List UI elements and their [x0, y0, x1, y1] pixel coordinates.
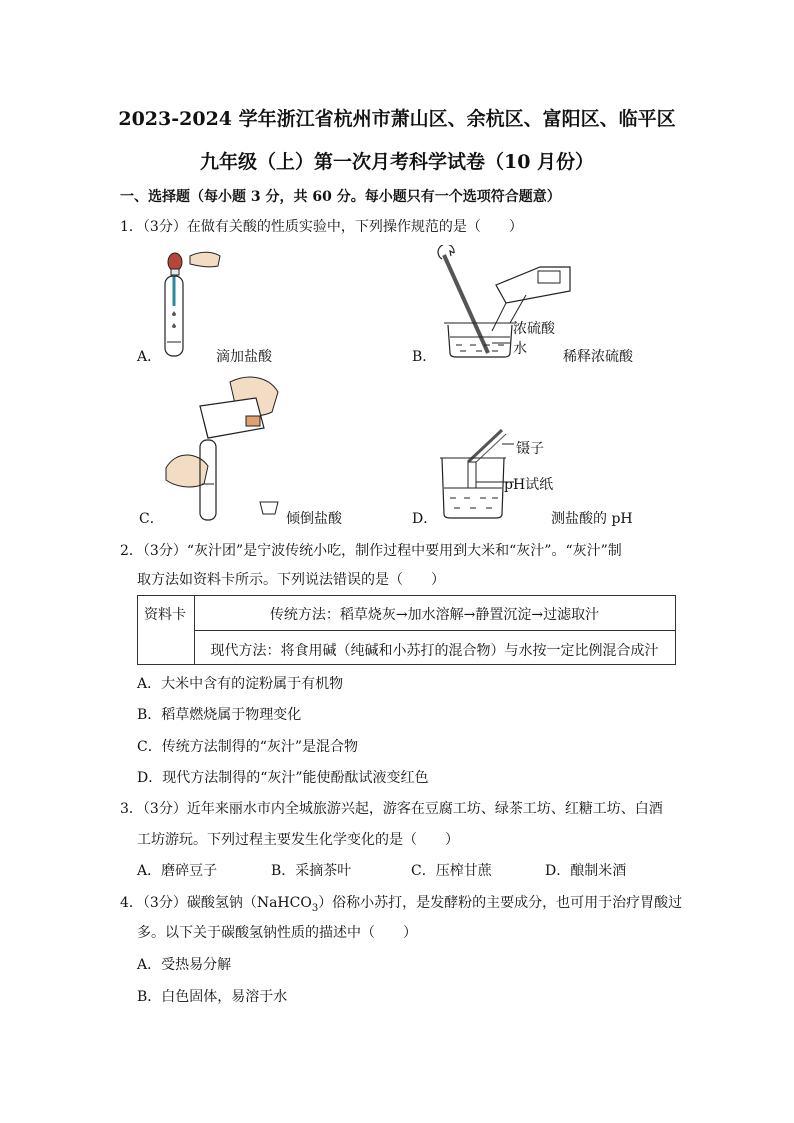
q3-option-a: A．磨碎豆子 — [137, 863, 218, 879]
q3-option-c: C．压榨甘蔗 — [411, 863, 492, 879]
question-2-stem-line1: 2．（3分）“灰汁团”是宁波传统小吃，制作过程中要用到大米和“灰汁”。“灰汁”制 — [120, 543, 622, 559]
pouring-illustration — [160, 372, 290, 522]
q2-option-a: A．大米中含有的淀粉属于有机物 — [137, 676, 344, 692]
q4-stem-post: ）俗称小苏打，是发酵粉的主要成分，也可用于治疗胃酸过 — [318, 895, 683, 911]
q4-formula-subscript: 3 — [311, 902, 319, 914]
q4-option-b: B．白色固体，易溶于水 — [137, 989, 288, 1005]
q1-option-b-caption: 稀释浓硫酸 — [563, 349, 633, 365]
dropper-illustration — [150, 246, 230, 358]
q2-option-b: B．稻草燃烧属于物理变化 — [137, 707, 302, 723]
label-ph-paper: pH试纸 — [504, 477, 554, 493]
question-4-stem-line1 — [120, 892, 682, 914]
label-water: 水 — [513, 341, 527, 357]
q1-option-b-letter: B． — [412, 349, 437, 365]
label-concentrated-sulfuric-acid: 浓硫酸 — [513, 321, 555, 337]
section-header: 一、选择题（每小题 3 分，共 60 分。每小题只有一个选项符合题意） — [120, 189, 561, 205]
question-4-stem-line2: 多。以下关于碳酸氢钠性质的描述中（ ） — [137, 925, 417, 941]
info-card-table — [137, 595, 676, 665]
question-3-stem-line1: 3．（3分）近年来丽水市内全城旅游兴起，游客在豆腐工坊、绿茶工坊、红糖工坊、白酒 — [120, 801, 663, 817]
dilution-illustration — [430, 245, 580, 360]
q2-option-d: D．现代方法制得的“灰汁”能使酚酞试液变红色 — [137, 770, 429, 786]
q1-option-c-letter: C． — [139, 511, 164, 527]
exam-title-line1: 2023-2024 学年浙江省杭州市萧山区、余杭区、富阳区、临平区 — [118, 108, 676, 130]
q3-option-b: B．采摘茶叶 — [271, 863, 352, 879]
q4-option-a: A．受热易分解 — [137, 957, 232, 973]
exam-title-line2: 九年级（上）第一次月考科学试卷（10 月份） — [199, 151, 595, 173]
label-tweezers: 镊子 — [516, 441, 544, 457]
q4-stem-pre: 4．（3分）碳酸氢钠（NaHCO — [120, 895, 312, 911]
question-2-stem-line2: 取方法如资料卡所示。下列说法错误的是（ ） — [137, 572, 445, 588]
q1-option-c-caption: 倾倒盐酸 — [286, 511, 342, 527]
info-card-traditional-method: 传统方法：稻草烧灰→加水溶解→静置沉淀→过滤取汁 — [269, 607, 600, 623]
question-3-stem-line2: 工坊游玩。下列过程主要发生化学变化的是（ ） — [137, 832, 459, 848]
question-1-stem: 1．（3分）在做有关酸的性质实验中，下列操作规范的是（ ） — [120, 219, 523, 235]
q1-option-a-letter: A． — [137, 349, 162, 365]
info-card-modern-method: 现代方法：将食用碱（纯碱和小苏打的混合物）与水按一定比例混合成汁 — [210, 643, 659, 659]
q1-option-a-caption: 滴加盐酸 — [216, 349, 272, 365]
q1-option-d-caption: 测盐酸的 pH — [551, 511, 633, 527]
info-card-header: 资料卡 — [144, 607, 186, 623]
q1-option-d-letter: D． — [412, 511, 438, 527]
q2-option-c: C．传统方法制得的“灰汁”是混合物 — [137, 739, 359, 755]
q3-option-d: D．酿制米酒 — [545, 863, 627, 879]
